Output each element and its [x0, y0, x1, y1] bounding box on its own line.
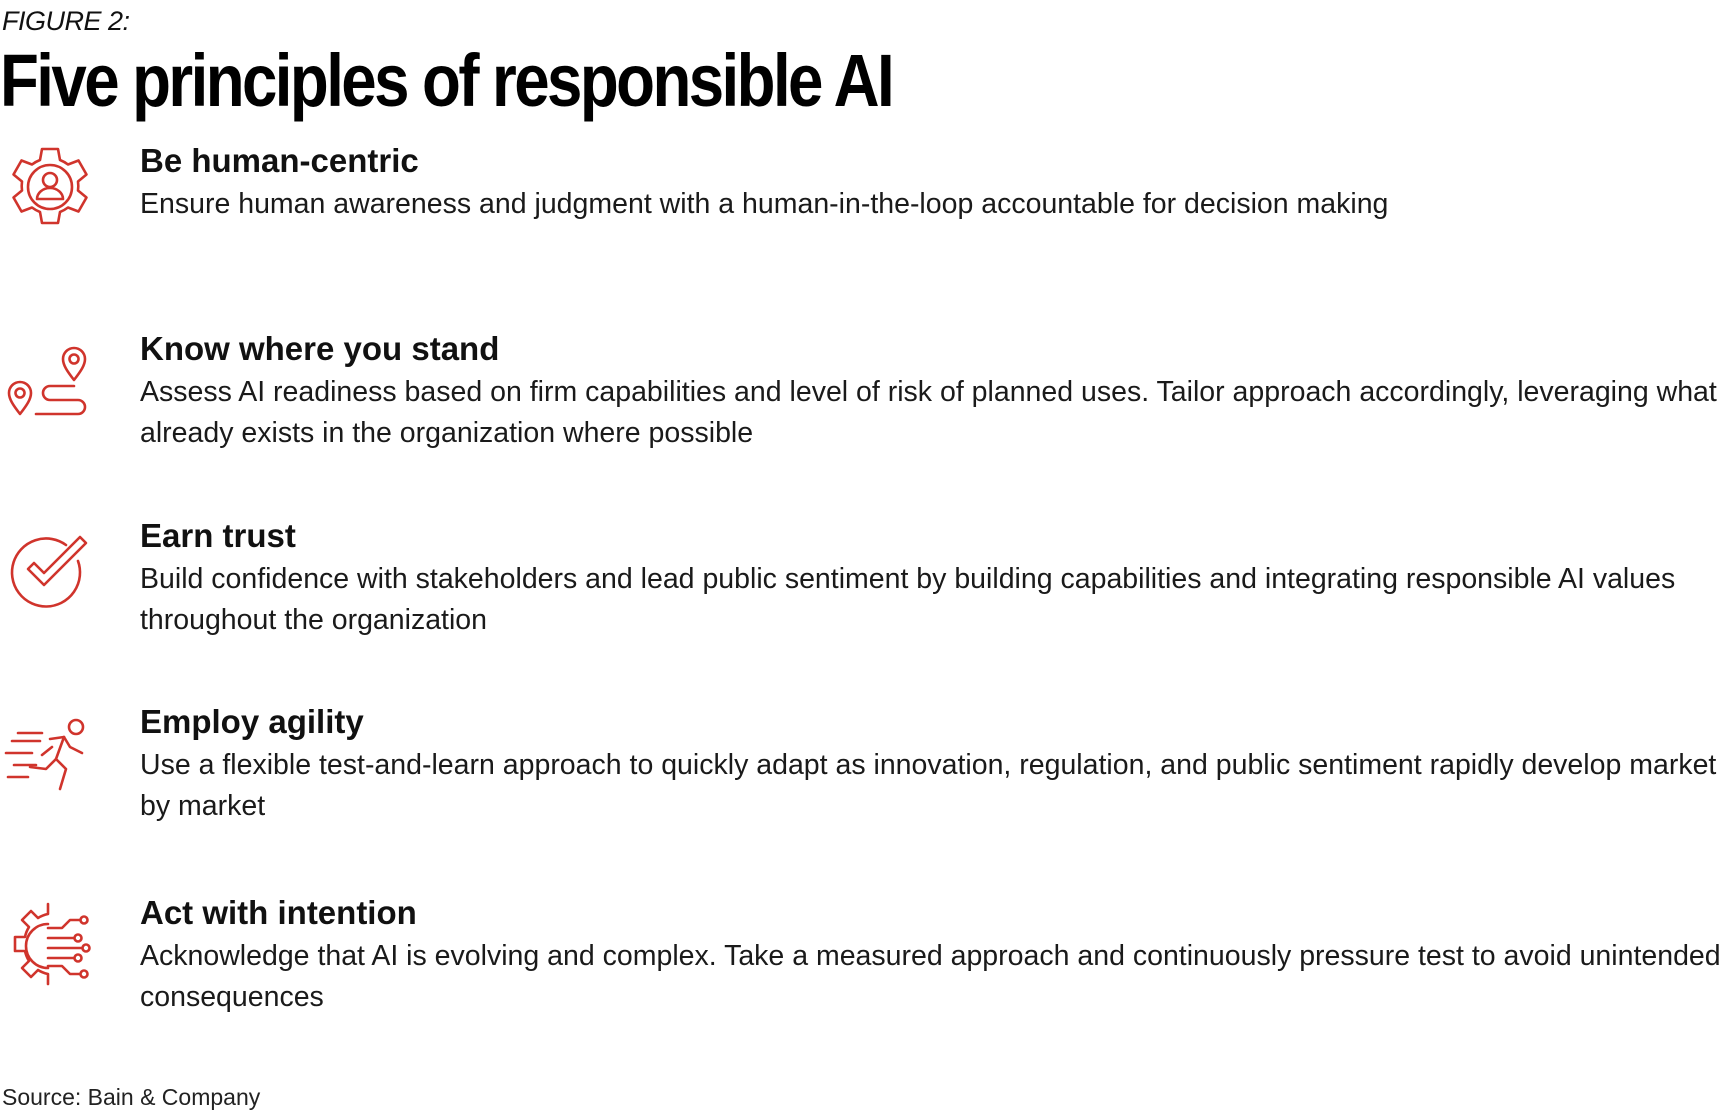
gear-circuit-icon [2, 898, 98, 994]
principle-description: Ensure human awareness and judgment with a human-in-the-loop accountable for decision making [140, 188, 1389, 220]
principle-heading: Be human-centric [140, 142, 419, 179]
principle-heading: Act with intention [140, 894, 417, 931]
source-note: Source: Bain & Company [2, 1084, 261, 1110]
principle-description: Acknowledge that AI is evolving and complex. Take a measured approach and continuously pressure test to avoid unintended consequences [140, 940, 1721, 1013]
principle-description: Use a flexible test-and-learn approach to quickly adapt as innovation, regulation, and public sentiment rapidly develop market by market [140, 749, 1717, 822]
principle-heading: Employ agility [140, 703, 364, 740]
gear-person-icon [2, 144, 98, 240]
principle-description: Assess AI readiness based on firm capabilities and level of risk of planned uses. Tailor approach accordingly, leveraging what already exists in the organization where possible [140, 376, 1717, 449]
location-route-icon [2, 336, 98, 432]
principle-heading: Know where you stand [140, 330, 500, 367]
page-title: Five principles of responsible AI [0, 39, 893, 122]
principle-heading: Earn trust [140, 517, 296, 554]
principle-description: Build confidence with stakeholders and lead public sentiment by building capabilities and integrating responsible AI values throughout the organization [140, 563, 1676, 636]
figure-label: FIGURE 2: [2, 6, 130, 36]
running-person-icon [2, 713, 98, 809]
check-circle-icon [2, 525, 98, 621]
